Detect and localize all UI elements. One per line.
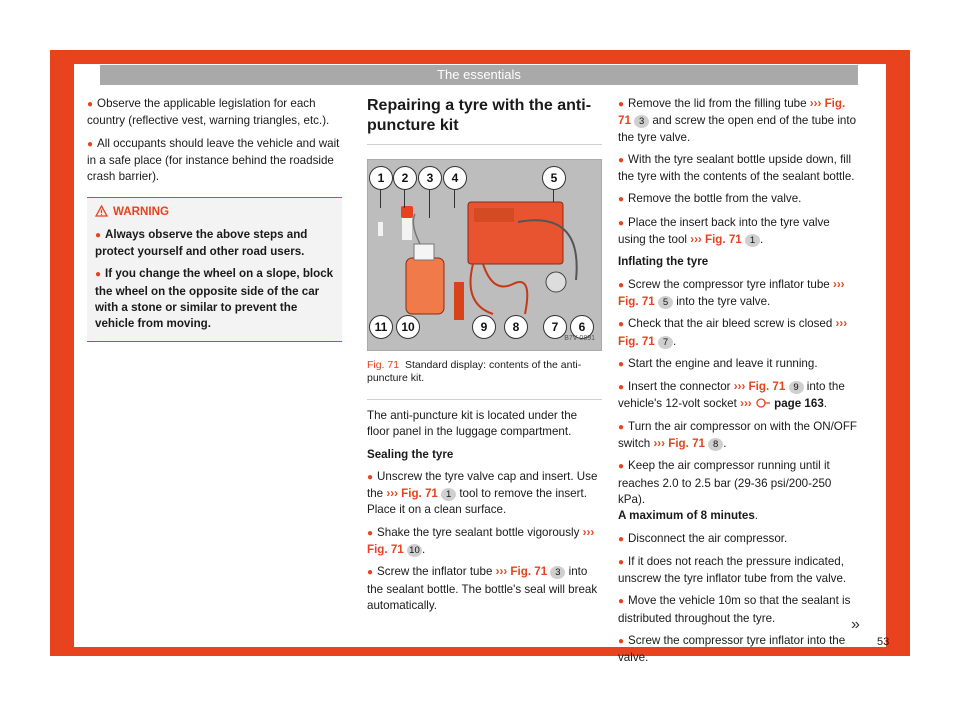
list-item: ● Unscrew the tyre valve cap and insert. Use the ››› Fig. 71 1 tool to remove the insert. Place it on a clean surface. [367,469,598,517]
fig-link[interactable]: ››› Fig. 71 [367,525,595,557]
warning-box [87,197,342,341]
callout-8: 8 [504,315,528,339]
list-item: ● Screw the compressor tyre inflator into the valve. [618,634,846,665]
fig-link[interactable]: ››› Fig. 71 [495,565,548,579]
bullet-icon: ● [618,556,625,568]
warning-item: ● If you change the wheel on a slope, block the wheel on the opposite side of the car with a stone or similar to prevent the vehicle from moving. [95,267,334,331]
warning-title: WARNING [95,204,336,220]
divider [367,144,602,145]
bullet-icon: ● [87,138,94,150]
list-item: ● Disconnect the air compressor. [618,531,788,545]
list-item: ● Observe the applicable legislation for each country (reflective vest, warning triangles, etc.). [87,97,330,128]
bullet-icon: ● [618,319,625,331]
callout-3: 3 [418,166,442,190]
continued-marker: » [851,616,860,633]
bullet-icon: ● [95,269,102,281]
leader-line [380,188,381,208]
ref-number: 1 [441,488,456,501]
leader-line [404,188,405,208]
column-3 [618,96,860,673]
fig-link[interactable]: ››› Fig. 71 [690,233,742,247]
figure-anti-puncture-kit [367,159,602,351]
ref-number: 7 [658,336,673,349]
list-item: ● Screw the compressor tyre inflator tube ››› Fig. 71 5 into the tyre valve. [618,277,845,308]
bullet-icon: ● [618,194,625,206]
bullet-icon: ● [618,154,625,166]
callout-9: 9 [472,315,496,339]
bullet-icon: ● [618,382,625,394]
bullet-icon: ● [87,99,94,110]
warning-item: ● Always observe the above steps and protect yourself and other road users. [95,227,308,259]
list-item: ● Place the insert back into the tyre valve using the tool ››› Fig. 71 1 . [618,215,830,247]
ref-number: 3 [634,115,649,128]
fig-link[interactable]: ››› Fig. 71 [618,97,846,128]
figure-caption: Fig. 71 Standard display: contents of the anti-puncture kit. [367,359,602,400]
list-item: ● Keep the air compressor running until it reaches 2.0 to 2.5 bar (29-36 psi/200-250 kPa). A maximum of 8 minutes. [618,459,832,523]
bullet-icon: ● [367,527,374,539]
list-item: ● Shake the tyre sealant bottle vigorously ››› Fig. 71 10 . [367,525,595,557]
callout-6: 6 [570,315,594,339]
bullet-icon: ● [95,229,102,241]
bullet-icon: ● [618,533,625,545]
list-item: ● Start the engine and leave it running. [618,356,818,370]
socket-icon [755,397,771,409]
bullet-icon: ● [618,217,625,229]
list-item: ● Turn the air compressor on with the ON/OFF switch ››› Fig. 71 8 . [618,419,857,451]
bullet-icon: ● [618,421,625,433]
list-item: ● Insert the connector ››› Fig. 71 9 into the vehicle's 12-volt socket ››› page 163. [618,380,845,411]
callout-4: 4 [443,166,467,190]
list-item: ● Move the vehicle 10m so that the sealant is distributed throughout the tyre. [618,594,851,625]
warning-triangle-icon [95,205,108,217]
list-item: ● All occupants should leave the vehicle and wait in a safe place (for instance behind the roadside crash barrier). [87,136,340,184]
ref-number: 9 [789,381,804,394]
list-item: ● If it does not reach the pressure indicated, unscrew the tyre inflator tube from the valve. [618,554,847,586]
page-link[interactable]: ››› [740,397,752,411]
fig-link[interactable]: ››› Fig. 71 [733,380,786,394]
page-link[interactable]: page 163 [774,397,824,411]
callout-2: 2 [393,166,417,190]
subheading: Sealing the tyre [367,447,454,461]
leader-line [429,188,430,218]
figure-code: B7V-0891 [564,334,595,342]
leader-line [553,188,554,202]
column-1 [87,96,342,342]
bullet-icon: ● [618,596,625,608]
bullet-icon: ● [618,99,625,110]
callout-1: 1 [369,166,393,190]
ref-number: 1 [745,234,760,247]
bullet-icon: ● [618,279,625,291]
list-item: ● Screw the inflator tube ››› Fig. 71 3 into the sealant bottle. The bottle's seal will break automatically. [367,565,598,612]
ref-number: 10 [407,544,422,557]
bullet-icon: ● [618,358,625,370]
callout-7: 7 [543,315,567,339]
ref-number: 5 [658,296,673,309]
bullet-icon: ● [618,461,625,473]
leader-line [454,188,455,208]
subheading: Inflating the tyre [618,255,709,269]
fig-link[interactable]: ››› Fig. 71 [386,487,438,501]
bullet-icon: ● [618,636,625,648]
bullet-icon: ● [367,471,374,483]
column-2 [367,96,602,620]
callout-11: 11 [369,315,393,339]
list-item: ● With the tyre sealant bottle upside down, fill the tyre with the contents of the sealant bottle. [618,152,855,184]
fig-link[interactable]: ››› Fig. 71 [618,317,848,348]
section-heading: Repairing a tyre with the anti-puncture kit [367,97,592,134]
list-item: ● Check that the air bleed screw is closed ››› Fig. 71 7 . [618,317,848,348]
fig-link[interactable]: ››› Fig. 71 [653,437,705,451]
list-item: ● Remove the lid from the filling tube ››› Fig. 71 3 and screw the open end of the tube into the tyre valve. [618,97,857,144]
intro-text: The anti-puncture kit is located under the floor panel in the luggage compartment. [367,409,578,439]
section-header: The essentials [100,65,858,85]
page-number: 53 [877,636,890,648]
callout-5: 5 [542,166,566,190]
ref-number: 3 [550,566,565,579]
callout-10: 10 [396,315,420,339]
list-item: ● Remove the bottle from the valve. [618,192,802,206]
bullet-icon: ● [367,567,374,579]
fig-link[interactable]: ››› Fig. 71 [618,277,845,308]
ref-number: 8 [708,438,723,451]
